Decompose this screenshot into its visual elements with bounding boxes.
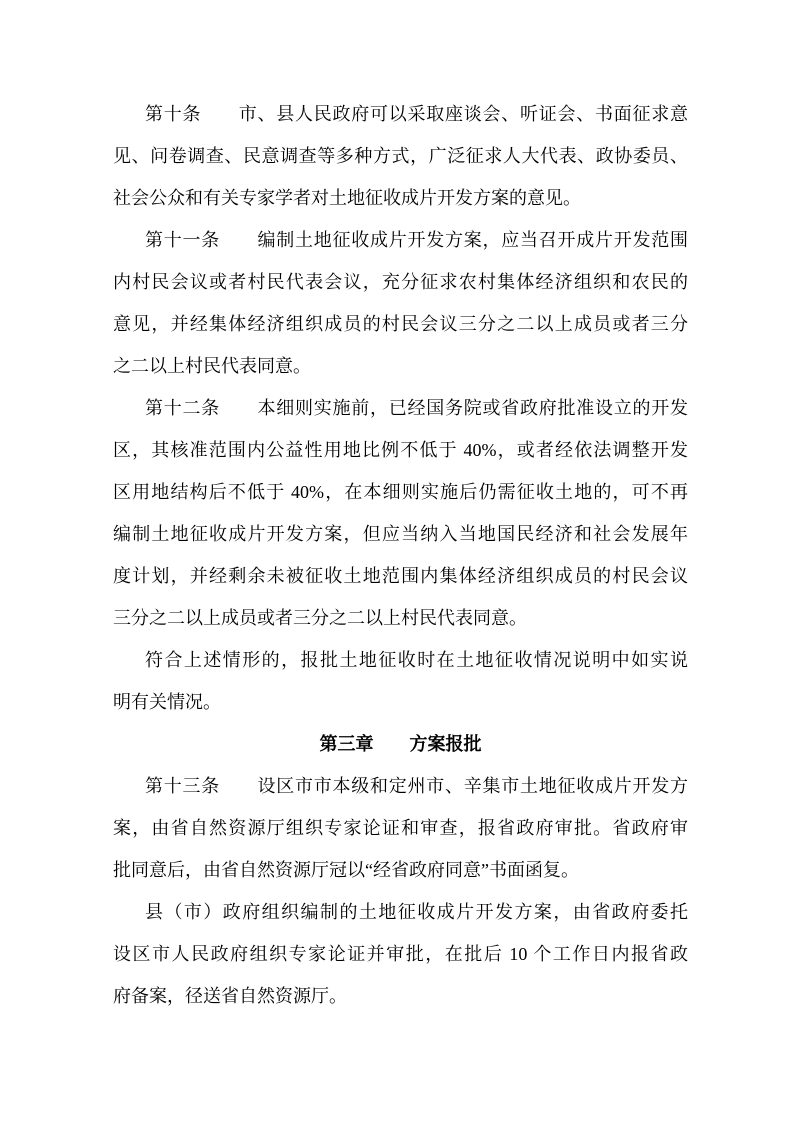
text-line: 区，其核准范围内公益性用地比例不低于 40%，或者经依法调整开发 bbox=[113, 440, 688, 460]
text-line: 之二以上村民代表同意。 bbox=[113, 356, 311, 376]
paragraph bbox=[113, 891, 688, 1017]
text-line: 度计划，并经剩余未被征收土地范围内集体经济组织成员的村民会议 bbox=[113, 566, 688, 586]
text-line: 意见，并经集体经济组织成员的村民会议三分之二以上成员或者三分 bbox=[113, 314, 688, 334]
text-line: 第十三条 设区市市本级和定州市、辛集市土地征收成片开发方 bbox=[145, 776, 688, 796]
text-line: 设区市人民政府组织专家论证并审批，在批后 10 个工作日内报省政 bbox=[113, 944, 688, 964]
text-line: 案，由省自然资源厅组织专家论证和审查，报省政府审批。省政府审 bbox=[113, 818, 688, 838]
text-line: 符合上述情形的，报批土地征收时在土地征收情况说明中如实说 bbox=[145, 650, 688, 670]
text-line: 批同意后，由省自然资源厅冠以“经省政府同意”书面函复。 bbox=[113, 860, 579, 880]
paragraph bbox=[113, 93, 688, 219]
text-line: 第十二条 本细则实施前，已经国务院或省政府批准设立的开发 bbox=[145, 398, 688, 418]
document-body bbox=[113, 93, 688, 1017]
text-line: 区用地结构后不低于 40%，在本细则实施后仍需征收土地的，可不再 bbox=[113, 482, 688, 502]
paragraph bbox=[113, 387, 688, 639]
text-line: 府备案，径送省自然资源厅。 bbox=[113, 986, 347, 1006]
text-line: 社会公众和有关专家学者对土地征收成片开发方案的意见。 bbox=[113, 188, 581, 208]
text-line: 第三章 方案报批 bbox=[319, 734, 482, 754]
text-line: 县（市）政府组织编制的土地征收成片开发方案，由省政府委托 bbox=[145, 902, 688, 922]
text-line: 编制土地征收成片开发方案，但应当纳入当地国民经济和社会发展年 bbox=[113, 524, 688, 544]
text-line: 明有关情况。 bbox=[113, 692, 221, 712]
chapter-heading bbox=[113, 723, 688, 765]
text-line: 内村民会议或者村民代表会议，充分征求农村集体经济组织和农民的 bbox=[113, 272, 688, 292]
text-line: 第十条 市、县人民政府可以采取座谈会、听证会、书面征求意 bbox=[145, 104, 688, 124]
text-line: 第十一条 编制土地征收成片开发方案，应当召开成片开发范围 bbox=[145, 230, 688, 250]
text-line: 见、问卷调查、民意调查等多种方式，广泛征求人大代表、政协委员、 bbox=[113, 146, 688, 166]
paragraph bbox=[113, 219, 688, 387]
text-line: 三分之二以上成员或者三分之二以上村民代表同意。 bbox=[113, 608, 527, 628]
paragraph bbox=[113, 639, 688, 723]
paragraph bbox=[113, 765, 688, 891]
